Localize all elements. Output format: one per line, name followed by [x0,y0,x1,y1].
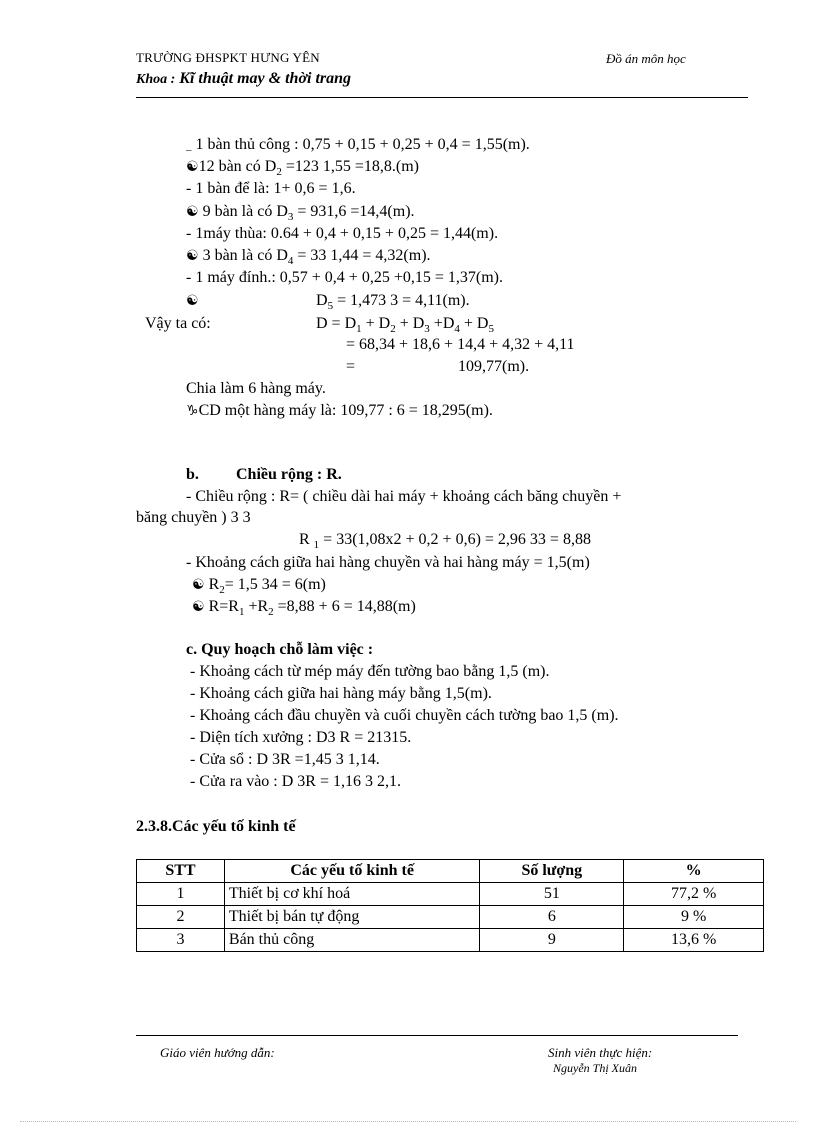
width-r-total: ☯ $R=R_1 +R_2 =8,88 + 6 = 14,88(m)$ [192,598,416,618]
yinyang-icon: ☯ [192,577,205,593]
planning-item: - Khoảng cách giữa hai hàng máy bằng 1,5(m). [190,685,492,702]
yinyang-icon: ☯ [186,204,199,220]
planning-item: - Cửa sổ : D 3R =1,45 3 1,14. [190,751,380,768]
length-line-8-icon [186,291,199,311]
column-header: Số lượng [480,860,624,883]
length-line-3: - 1 bàn để là: 1+ 0,6 = 1,6. [186,180,356,197]
header-rule [136,97,748,98]
table-cell: 2 [137,906,225,929]
width-para-1: - Chiều rộng : R= ( chiều dài hai máy + khoảng cách băng chuyền + [186,488,622,505]
summary-sum: = 68,34 + 18,6 + 14,4 + 4,32 + 4,11 [346,336,575,353]
length-line-1: _ 1 bàn thủ công : 0,75 + 0,15 + 0,25 + 0,4 = 1,55(m). [186,136,530,153]
summary-total: 109,77(m). [458,358,530,375]
width-r2: ☯ $R_2= 1,5$ 34 = 6(m) [192,576,326,596]
summary-formula: $D = D_1 + D_2 + D_3 +D_4 + D_5$ [316,315,494,335]
project-title: Đồ án môn học [606,51,686,66]
faculty-line [136,70,351,88]
length-line-4: ☯ 9 bàn là có $D_3 = 931,6 =14,4(m)$. [186,203,415,223]
width-para-2: băng chuyền ) 3 3 [136,509,251,526]
table-row [137,906,764,929]
length-line-6: ☯ 3 bàn là có $D_4 = 33$ 1,44 = 4,32(m). [186,247,431,267]
table-cell: Bán thủ công [224,929,480,952]
planning-item: - Diện tích xưởng : D3 R = 21315. [190,729,412,746]
yinyang-icon: ☯ [186,248,199,264]
summary-eq: = [346,358,356,375]
planning-item: - Cửa ra vào : D 3R = 1,16 3 2,1. [190,773,401,790]
footer-rule [136,1035,738,1036]
table-header-row [137,860,764,883]
planning-item: - Khoảng cách từ mép máy đến tường bao bằng 1,5 (m). [190,663,550,680]
economics-table [136,859,764,952]
yinyang-icon: ☯ [186,293,199,309]
table-cell: Thiết bị cơ khí hoá [224,883,480,906]
faculty-label: Khoa : [136,72,176,87]
width-para-3: - Khoảng cách giữa hai hàng chuyền và hai hàng máy = 1,5(m) [186,554,590,571]
table-row [137,929,764,952]
planning-heading: c. Quy hoạch chỗ làm việc : [186,641,374,658]
column-header: STT [137,860,225,883]
yinyang-icon: ☯ [192,599,205,615]
width-heading: Chiều rộng : R. [236,466,342,483]
table-cell: Thiết bị bán tự động [224,906,480,929]
width-r1: R $_1$ = 33(1,08x2 + 0,2 + 0,6) = 2,96 33 = 8,88 [299,531,591,551]
planning-item: - Khoảng cách đầu chuyền và cuối chuyền cách tường bao 1,5 (m). [190,707,619,724]
width-heading-letter: b. [186,466,199,483]
column-header: % [624,860,764,883]
table-cell: 1 [137,883,225,906]
table-cell: 51 [480,883,624,906]
table-cell: 3 [137,929,225,952]
table-cell: 77,2 % [624,883,764,906]
table-cell: 13,6 % [624,929,764,952]
length-line-2: ☯12 bàn có $D_2 =123$ 1,55 =18,8.(m) [186,158,419,178]
yinyang-icon: ☯ [186,159,199,175]
column-header: Các yếu tố kinh tế [224,860,480,883]
faculty-name: Kĩ thuật may & thời trang [179,70,352,87]
length-line-8: $D_5 = 1,473$ 3 = 4,11(m). [316,292,470,312]
school-name: TRƯỜNG ĐHSPKT HƯNG YÊN [136,50,320,65]
rows-note: Chia làm 6 hàng máy. [186,380,326,397]
table-cell: 6 [480,906,624,929]
student-name: Nguyễn Thị Xuân [553,1061,637,1075]
advisor-label: Giáo viên hướng dẫn: [160,1045,275,1060]
length-line-5: - 1máy thùa: 0.64 + 0,4 + 0,15 + 0,25 = 1,44(m). [186,225,499,242]
length-line-7: - 1 máy đính.: 0,57 + 0,4 + 0,25 +0,15 = 1,37(m). [186,269,503,286]
summary-label: Vậy ta có: [145,315,211,332]
page-edge-rule [20,1121,796,1122]
capricorn-icon: ♑ [186,403,199,419]
table-cell: 9 [480,929,624,952]
table-cell: 9 % [624,906,764,929]
economics-heading: 2.3.8.Các yếu tố kinh tế [136,818,296,835]
row-length-line: ♑CD một hàng máy là: 109,77 : 6 = 18,295(m). [186,402,493,419]
student-label: Sinh viên thực hiện: [548,1045,653,1060]
table-row [137,883,764,906]
